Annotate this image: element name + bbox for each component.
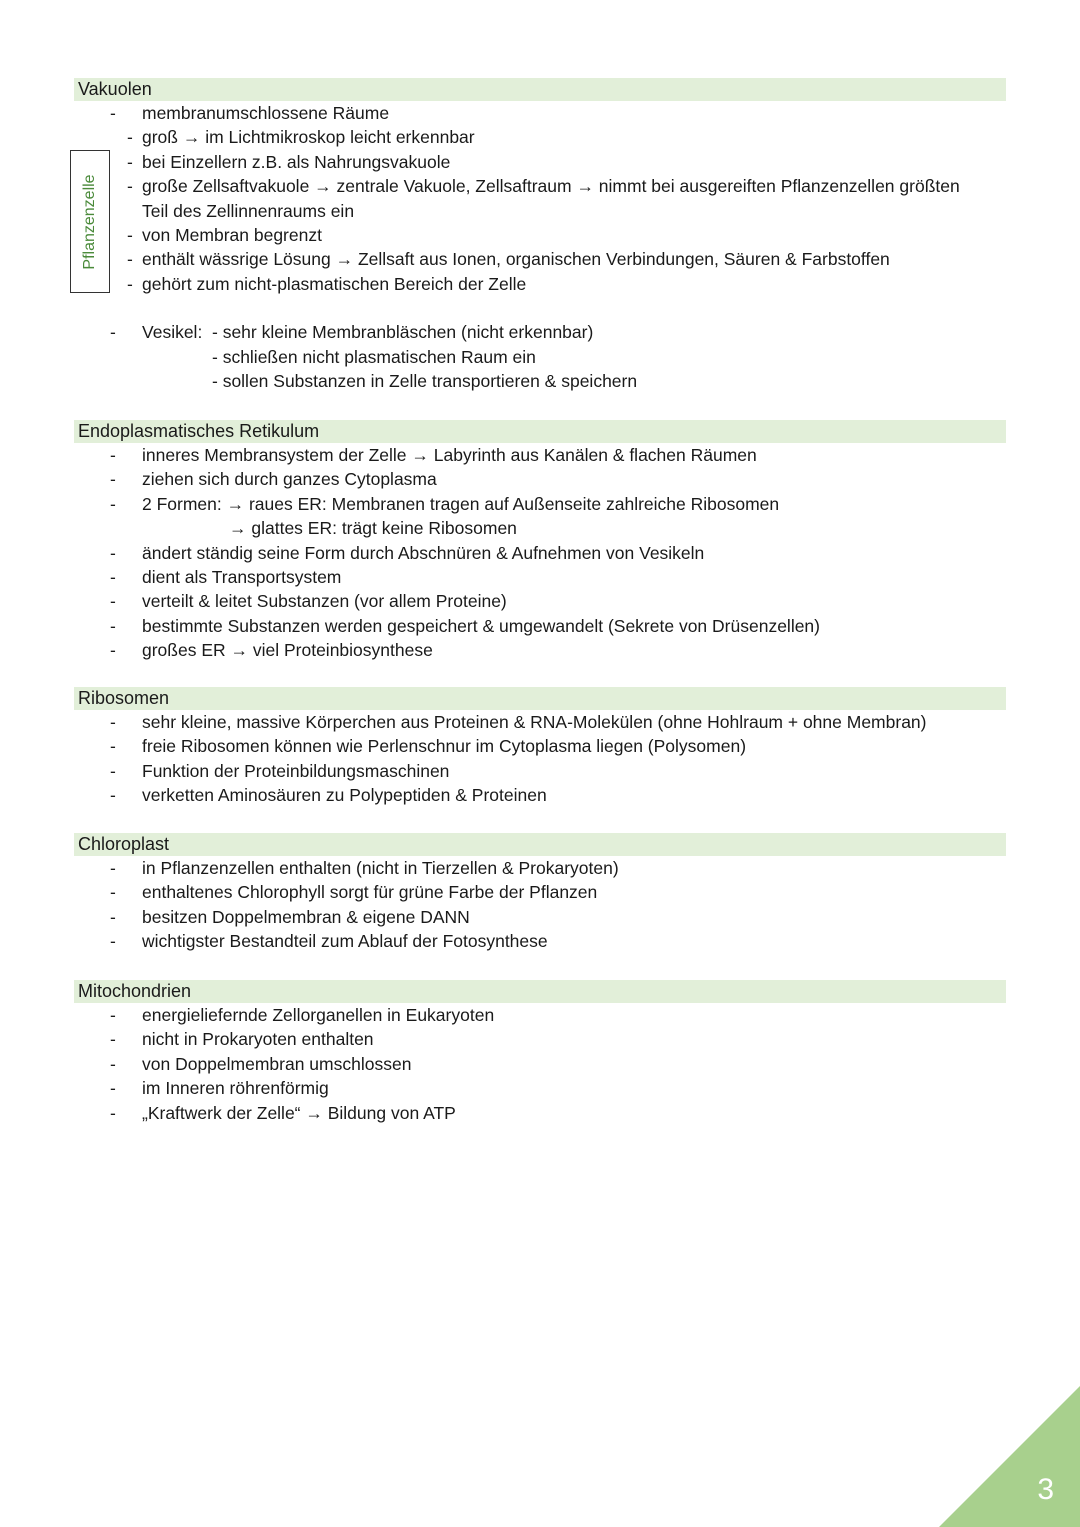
item-list: [74, 856, 1006, 954]
section-chloroplast: [74, 833, 1006, 954]
list-item: - dient als Transportsystem: [74, 565, 1006, 589]
list-item: - freie Ribosomen können wie Perlenschnur im Cytoplasma liegen (Polysomen): [74, 734, 1006, 758]
list-item: - besitzen Doppelmembran & eigene DANN: [74, 905, 1006, 929]
page-number: 3: [1037, 1473, 1054, 1506]
item-list: [74, 101, 1006, 296]
list-item: - bei Einzellern z.B. als Nahrungsvakuole: [74, 150, 1006, 174]
list-item: - inneres Membransystem der Zelle → Labyrinth aus Kanälen & flachen Räumen: [74, 443, 1006, 467]
section-mitochondrien: [74, 980, 1006, 1125]
list-item: - bestimmte Substanzen werden gespeichert & umgewandelt (Sekrete von Drüsenzellen): [74, 614, 1006, 638]
list-item: - 2 Formen: → raues ER: Membranen tragen auf Außenseite zahlreiche Ribosomen: [74, 492, 1006, 516]
list-item: - groß → im Lichtmikroskop leicht erkennbar: [74, 125, 1006, 149]
list-item: - von Membran begrenzt: [74, 223, 1006, 247]
list-item: - von Doppelmembran umschlossen: [74, 1052, 1006, 1076]
list-item: - Funktion der Proteinbildungsmaschinen: [74, 759, 1006, 783]
list-item: - „Kraftwerk der Zelle“ → Bildung von ATP: [74, 1101, 1006, 1125]
vesikel-item: - schließen nicht plasmatischen Raum ein: [212, 346, 536, 367]
section-title: Ribosomen: [74, 687, 1006, 710]
section-title: Endoplasmatisches Retikulum: [74, 420, 1006, 443]
corner-decoration: [939, 1386, 1080, 1527]
list-item: - sehr kleine, massive Körperchen aus Proteinen & RNA-Molekülen (ohne Hohlraum + ohne Membran): [74, 710, 1006, 734]
section-title: Vakuolen: [74, 78, 1006, 101]
vesikel-item: - sehr kleine Membranbläschen (nicht erkennbar): [212, 322, 594, 343]
section-title: Chloroplast: [74, 833, 1006, 856]
list-item: - energieliefernde Zellorganellen in Eukaryoten: [74, 1003, 1006, 1027]
item-list: [74, 710, 1006, 808]
section-er: [74, 420, 1006, 663]
list-item: - ziehen sich durch ganzes Cytoplasma: [74, 467, 1006, 491]
list-item: - in Pflanzenzellen enthalten (nicht in Tierzellen & Prokaryoten): [74, 856, 1006, 880]
list-item: - enthält wässrige Lösung → Zellsaft aus Ionen, organischen Verbindungen, Säuren & Farbstoffen: [74, 247, 1006, 271]
vesikel-block: [74, 320, 1006, 393]
list-item: - im Inneren röhrenförmig: [74, 1076, 1006, 1100]
list-item: - große Zellsaftvakuole → zentrale Vakuole, Zellsaftraum → nimmt bei ausgereiften Pflanzenzellen größten: [74, 174, 1006, 198]
list-item: - enthaltenes Chlorophyll sorgt für grüne Farbe der Pflanzen: [74, 880, 1006, 904]
list-item: - membranumschlossene Räume: [74, 101, 1006, 125]
section-title: Mitochondrien: [74, 980, 1006, 1003]
list-item: - großes ER → viel Proteinbiosynthese: [74, 638, 1006, 662]
list-item: - gehört zum nicht-plasmatischen Bereich der Zelle: [74, 272, 1006, 296]
list-item: - ändert ständig seine Form durch Abschnüren & Aufnehmen von Vesikeln: [74, 541, 1006, 565]
vesikel-item: - sollen Substanzen in Zelle transportieren & speichern: [212, 371, 638, 392]
item-list: [74, 1003, 1006, 1125]
list-item: - wichtigster Bestandteil zum Ablauf der Fotosynthese: [74, 929, 1006, 953]
list-item-sub: → glattes ER: trägt keine Ribosomen: [229, 518, 517, 539]
list-item: - verketten Aminosäuren zu Polypeptiden & Proteinen: [74, 783, 1006, 807]
list-item-continuation: Teil des Zellinnenraums ein: [142, 200, 355, 221]
list-item: - nicht in Prokaryoten enthalten: [74, 1027, 1006, 1051]
section-ribosomen: [74, 687, 1006, 808]
side-label-text: Pflanzenzelle: [81, 173, 98, 270]
vesikel-label: - Vesikel:: [142, 322, 203, 343]
item-list: [74, 443, 1006, 663]
section-vakuolen: [74, 78, 1006, 393]
list-item: - verteilt & leitet Substanzen (vor allem Proteine): [74, 589, 1006, 613]
